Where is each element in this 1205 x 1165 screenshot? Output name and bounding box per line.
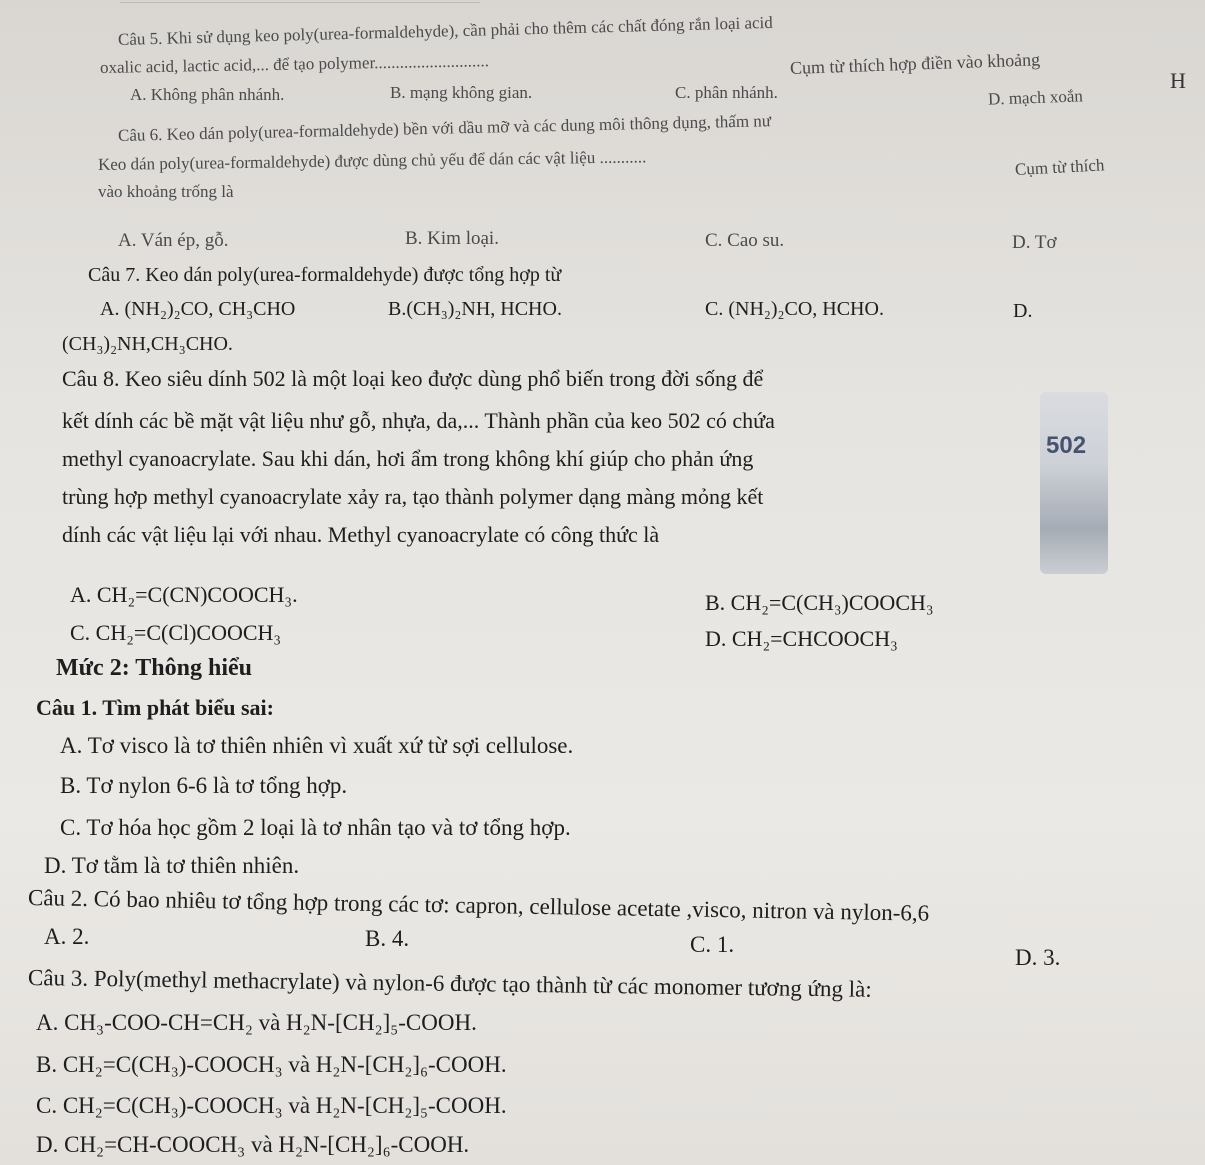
- q6-option-b: B. Kim loại.: [405, 228, 499, 249]
- q5-option-d: D. mạch xoắn: [987, 86, 1084, 109]
- side-mark: H: [1170, 68, 1186, 93]
- q5-stem-line2: oxalic acid, lactic acid,... để tạo polymer...........................: [99, 51, 490, 77]
- c3-option-b: B. CH₂=C(CH₃)-COOCH₃ và H₂N-[CH₂]₆-COOH.: [36, 1052, 507, 1077]
- q8-option-d: D. CH₂=CHCOOCH₃: [705, 626, 898, 651]
- c1-option-a: A. Tơ visco là tơ thiên nhiên vì xuất xứ từ sợi cellulose.: [60, 733, 574, 758]
- q6-stem-line1: Câu 6. Keo dán poly(urea-formaldehyde) bền với dầu mỡ và các dung môi thông dụng, thấm nư: [117, 111, 772, 145]
- level-heading: Mức 2: Thông hiểu: [56, 655, 252, 681]
- q8-stem-line2: kết dính các bề mặt vật liệu như gỗ, nhựa, da,... Thành phần của keo 502 có chứa: [62, 408, 775, 433]
- c3-option-d: D. CH₂=CH-COOCH₃ và H₂N-[CH₂]₆-COOH.: [36, 1132, 470, 1157]
- q7-option-c: C. (NH₂)₂CO, HCHO.: [705, 298, 884, 320]
- q7-option-d: D.: [1013, 300, 1033, 322]
- q6-stem-line3: vào khoảng trống là: [98, 182, 234, 201]
- q8-stem-line3: methyl cyanoacrylate. Sau khi dán, hơi ẩm trong không khí giúp cho phản ứng: [62, 446, 754, 471]
- q8-option-c: C. CH₂=C(Cl)COOCH₃: [70, 620, 282, 645]
- q6-stem-line2b: Cụm từ thích: [1014, 155, 1105, 179]
- c1-stem: Câu 1. Tìm phát biểu sai:: [36, 695, 274, 720]
- c2-stem: Câu 2. Có bao nhiêu tơ tổng hợp trong các tơ: capron, cellulose acetate ,visco, nitron và nylon-6,6: [27, 885, 930, 926]
- c2-option-c: C. 1.: [690, 932, 735, 957]
- q7-option-b: B.(CH₃)₂NH, HCHO.: [388, 298, 562, 320]
- q8-option-b: B. CH₂=C(CH₃)COOCH₃: [705, 590, 934, 615]
- q5-option-b: B. mạng không gian.: [390, 83, 533, 102]
- c2-option-a: A. 2.: [44, 924, 90, 949]
- q8-stem-line1: Câu 8. Keo siêu dính 502 là một loại keo được dùng phổ biến trong đời sống để: [62, 366, 764, 391]
- q7-option-a: A. (NH₂)₂CO, CH₃CHO: [100, 298, 296, 320]
- q6-option-a: A. Ván ép, gỗ.: [118, 230, 229, 251]
- q8-stem-line4: trùng hợp methyl cyanoacrylate xảy ra, tạo thành polymer dạng màng mỏng kết: [62, 484, 764, 509]
- q8-stem-line5: dính các vật liệu lại với nhau. Methyl cyanoacrylate có công thức là: [62, 522, 660, 547]
- glue-502-label: 502: [1046, 432, 1087, 459]
- c2-option-b: B. 4.: [365, 926, 410, 951]
- c2-option-d: D. 3.: [1015, 945, 1061, 970]
- c1-option-d: D. Tơ tằm là tơ thiên nhiên.: [44, 853, 300, 878]
- q5-stem-line2b: Cụm từ thích hợp điền vào khoảng: [789, 49, 1041, 78]
- q6-stem-line2: Keo dán poly(urea-formaldehyde) được dùng chủ yếu để dán các vật liệu ...........: [97, 147, 647, 174]
- q6-option-c: C. Cao su.: [705, 230, 785, 251]
- top-rule: [120, 2, 480, 3]
- c1-option-b: B. Tơ nylon 6-6 là tơ tổng hợp.: [60, 773, 348, 798]
- q6-option-d: D. Tơ: [1012, 232, 1057, 253]
- c3-option-c: C. CH₂=C(CH₃)-COOCH₃ và H₂N-[CH₂]₅-COOH.: [36, 1093, 507, 1118]
- glue-502-image: [1040, 392, 1108, 574]
- q5-option-a: A. Không phân nhánh.: [130, 85, 285, 104]
- c1-option-c: C. Tơ hóa học gồm 2 loại là tơ nhân tạo và tơ tổng hợp.: [60, 815, 571, 840]
- q8-option-a: A. CH₂=C(CN)COOCH₃.: [70, 582, 298, 607]
- q5-option-c: C. phân nhánh.: [675, 83, 778, 102]
- q5-stem-line1: Câu 5. Khi sử dụng keo poly(urea-formaldehyde), cần phải cho thêm các chất đóng rắn loại acid: [117, 12, 773, 49]
- q7-stem: Câu 7. Keo dán poly(urea-formaldehyde) được tổng hợp từ: [88, 264, 562, 286]
- q7-option-d-cont: (CH₃)₂NH,CH₃CHO.: [62, 333, 233, 355]
- c3-stem: Câu 3. Poly(methyl methacrylate) và nylon-6 được tạo thành từ các monomer tương ứng là:: [27, 965, 872, 1002]
- c3-option-a: A. CH₃-COO-CH=CH₂ và H₂N-[CH₂]₅-COOH.: [36, 1010, 477, 1035]
